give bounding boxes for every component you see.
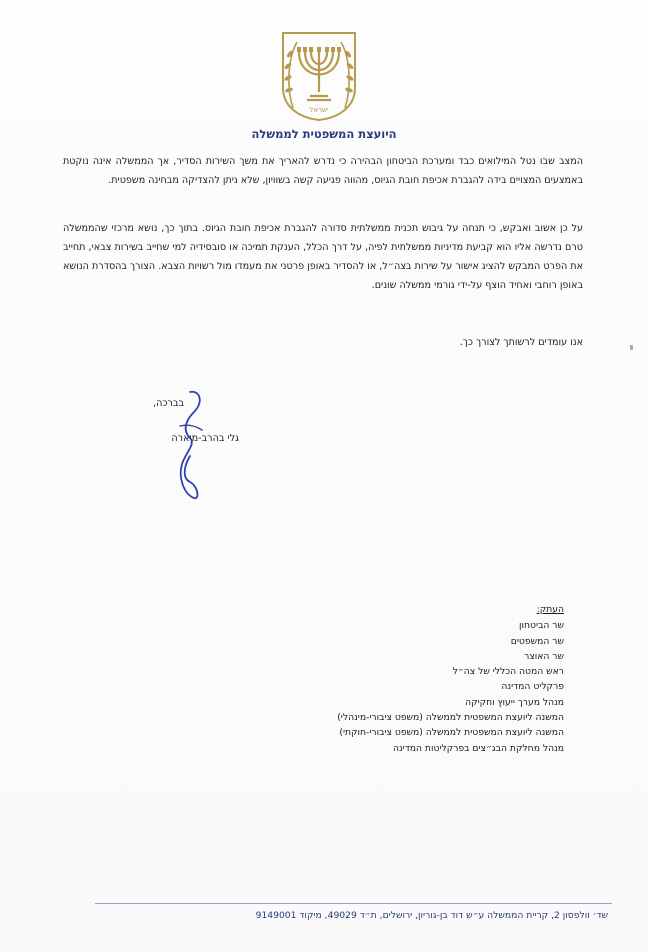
signatory-name: גלי בהרב-מיארה xyxy=(171,433,239,444)
closing-greeting: בברכה, xyxy=(153,398,184,409)
cc-recipient: שר המשפטים xyxy=(510,635,564,647)
emblem-inscription: ישראל xyxy=(309,106,329,114)
cc-recipient: שר האוצר xyxy=(524,650,564,662)
footer-address: שד׳ וולפסון 2, קריית הממשלה ע״ש דוד בן-גוריון, ירושלים, ת״ד 49029, מיקוד 9149001 xyxy=(255,910,608,921)
footer-divider xyxy=(95,903,612,904)
office-title: היועצת המשפטית לממשלה xyxy=(251,127,397,141)
cc-recipient: ראש המטה הכללי של צה״ל xyxy=(452,666,564,678)
cc-list xyxy=(337,618,564,756)
menorah xyxy=(299,52,339,100)
cc-recipient: המשנה ליועצת המשפטית לממשלה (משפט ציבורי-חוקתי) xyxy=(339,727,564,739)
cc-recipient: המשנה ליועצת המשפטית לממשלה (משפט ציבורי-מינהלי) xyxy=(337,712,564,724)
cc-recipient: שר הביטחון xyxy=(519,620,564,632)
ink-mark xyxy=(630,345,633,350)
paragraph-1: המצב שבו נטל המילואים כבד ומערכת הביטחון הבהירה כי נדרש להאריך את משך השירות הסדיר, אך הממשלה אינה נוקטת באמצעים המצויים בידה להגברת אכיפת חובת הגיוס, מהווה פגיעה קשה בשוויון, שלא ניתן להצדיקה מבחינה משפטית. xyxy=(63,156,583,186)
cc-recipient: פרקליט המדינה xyxy=(501,681,564,693)
cc-title: העתק: xyxy=(536,604,564,615)
paragraph-2: על כן אשוב ואבקש, כי תנחה על גיבוש תכנית ממשלתית סדורה להגברת אכיפת חובת הגיוס. בתוך כך, נושא מרכזי שהממשלה טרם נדרשה אליו הוא קביעת מדיניות ממשלתית לפיה, על דרך הכלל, הענקת תמיכה או סובסידיה למי שחייב בשירות צבאי, תחייב את הפרט המבקש להציג אישור על שירות בצה״ל, או להסדיר באופן פרטני את מעמדו מול רשויות הצבא. הצורך בהסדרת הנושא באופן רוחבי ואחיד הוצף על-ידי גורמי ממשלה שונים. xyxy=(63,223,583,291)
signature-icon xyxy=(160,386,220,506)
paragraph-3: אנו עומדים לרשותך לצורך כך. xyxy=(459,337,583,348)
cc-section xyxy=(337,602,564,756)
cc-recipient: מנהל מחלקת הבג״צים בפרקליטות המדינה xyxy=(393,742,564,754)
cc-recipient: מנהל מערך ייעוץ וחקיקה xyxy=(465,696,564,708)
state-emblem-icon xyxy=(277,30,361,122)
